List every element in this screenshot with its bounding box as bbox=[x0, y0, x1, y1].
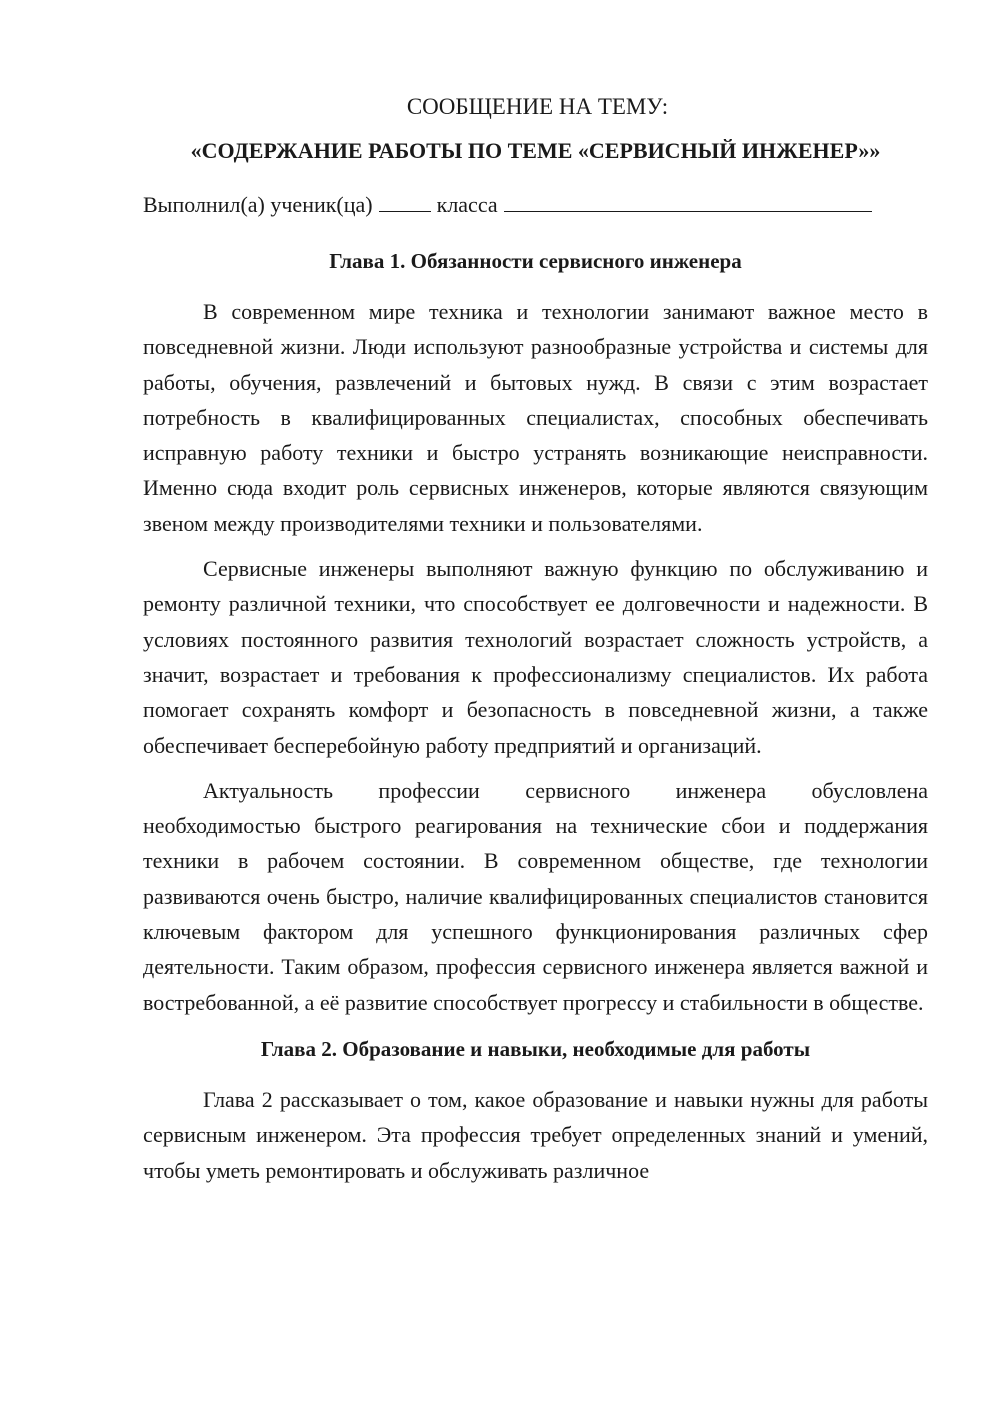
author-label: Выполнил(а) ученик(ца) bbox=[143, 192, 373, 217]
class-label: класса bbox=[436, 192, 498, 217]
author-line bbox=[143, 188, 928, 222]
class-blank bbox=[379, 191, 431, 212]
name-blank bbox=[504, 191, 872, 212]
document-subtitle: «СОДЕРЖАНИЕ РАБОТЫ ПО ТЕМЕ «СЕРВИСНЫЙ ИНЖЕНЕР»» bbox=[190, 138, 881, 163]
chapter-1-paragraph-1: В современном мире техника и технологии занимают важное место в повседневной жизни. Люди используют разнообразные устройства и системы для работы, обучения, развлечений и бытовых нужд. В связи с этим возрастает потребность в квалифицированных специалистах, способных обеспечивать исправную работу техники и быстро устранять возникающие неисправности. Именно сюда входит роль сервисных инженеров, которые являются связующим звеном между производителями техники и пользователями. bbox=[143, 299, 928, 536]
chapter-2-heading: Глава 2. Образование и навыки, необходимые для работы bbox=[260, 1036, 811, 1061]
chapter-1-heading: Глава 1. Обязанности сервисного инженера bbox=[329, 249, 742, 273]
document-title: СООБЩЕНИЕ НА ТЕМУ: bbox=[406, 94, 669, 119]
chapter-1-paragraph-2: Сервисные инженеры выполняют важную функцию по обслуживанию и ремонту различной техники, что способствует ее долговечности и надежности. В условиях постоянного развития технологий возрастает сложность устройств, а значит, возрастает и требования к профессионализму специалистов. Их работа помогает сохранять комфорт и безопасность в повседневной жизни, а также обеспечивает бесперебойную работу предприятий и организаций. bbox=[143, 556, 928, 758]
chapter-2-paragraph-1: Глава 2 рассказывает о том, какое образование и навыки нужны для работы сервисным инженером. Эта профессия требует определенных знаний и умений, чтобы уметь ремонтировать и обслуживать различное bbox=[143, 1086, 928, 1183]
chapter-1-paragraph-3: Актуальность профессии сервисного инженера обусловлена необходимостью быстрого реагирования на технические сбои и поддержания техники в рабочем состоянии. В современном обществе, где технологии развиваются очень быстро, наличие квалифицированных специалистов становится ключевым фактором для успешного функционирования различных сфер деятельности. Таким образом, профессия сервисного инженера является важной и востребованной, а её развитие способствует прогрессу и стабильности в обществе. bbox=[143, 777, 928, 1015]
